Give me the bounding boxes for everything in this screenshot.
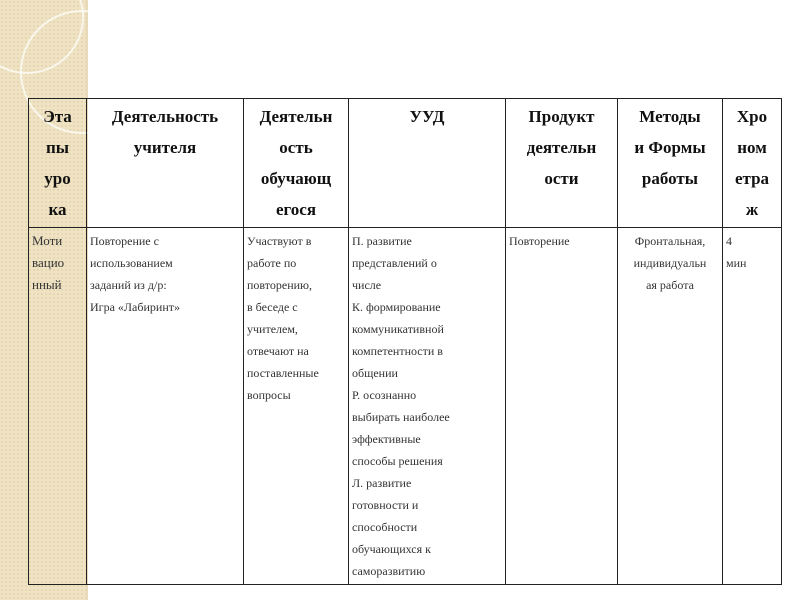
header-timing: Хро ном етра ж [723, 99, 782, 228]
table-row [29, 228, 782, 585]
header-product: Продукт деятельн ости [506, 99, 618, 228]
header-teacher-activity: Деятельность учителя [87, 99, 244, 228]
header-uud: УУД [349, 99, 506, 228]
cell-product: Повторение [506, 228, 618, 585]
cell-teacher-activity: Повторение с использованием заданий из д/р: Игра «Лабиринт» [87, 228, 244, 585]
cell-methods: Фронтальная, индивидуальн ая работа [618, 228, 723, 585]
header-methods: Методы и Формы работы [618, 99, 723, 228]
cell-uud: П. развитие представлений о числе К. формирование коммуникативной компетентности в общении Р. осознанно выбирать наиболее эффективные способы решения Л. развитие готовности и способности обучающихся к саморазвитию [349, 228, 506, 585]
cell-stage: Моти вацио нный [29, 228, 87, 585]
header-student-activity: Деятельн ость обучающ егося [244, 99, 349, 228]
cell-timing: 4 мин [723, 228, 782, 585]
cell-student-activity: Участвуют в работе по повторению, в беседе с учителем, отвечают на поставленные вопросы [244, 228, 349, 585]
table-header-row [29, 99, 782, 228]
lesson-plan-table [28, 98, 782, 585]
header-stages: Эта пы уро ка [29, 99, 87, 228]
